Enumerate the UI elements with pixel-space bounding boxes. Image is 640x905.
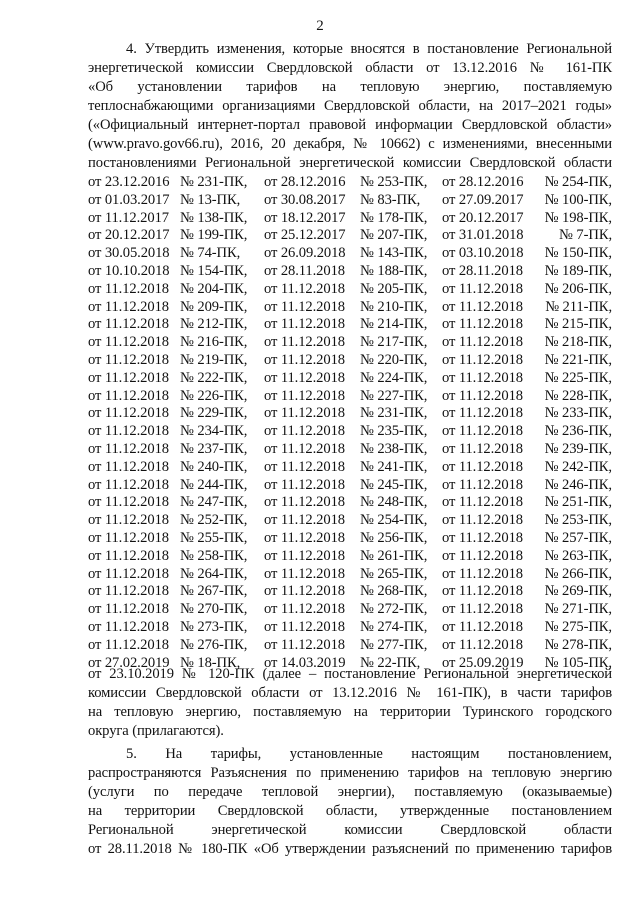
amendment-number: № 266-ПК, — [544, 565, 612, 582]
amendment-date: от 11.12.2018 — [442, 441, 523, 457]
amendment-number: № 210-ПК, — [360, 298, 428, 315]
amendment-date: от 11.12.2018 — [264, 458, 345, 475]
amendment-date: от 01.03.2017 — [88, 191, 170, 208]
amendment-date: от 11.12.2018 — [264, 494, 345, 511]
amendment-number: № 228-ПК, — [544, 387, 612, 404]
amendment-date: от 25.12.2017 — [264, 227, 346, 244]
amendment-date: от 11.12.2018 — [442, 405, 523, 422]
amendment-date: от 11.12.2018 — [442, 601, 523, 618]
amendment-number: № 229-ПК, — [180, 405, 248, 422]
amendment-number: № 263-ПК, — [544, 547, 612, 564]
amendment-date: от 11.12.2018 — [442, 476, 523, 493]
amendment-row — [88, 422, 612, 440]
amendment-date: от 11.12.2018 — [442, 565, 523, 582]
amendment-date: от 11.12.2018 — [88, 405, 169, 422]
amendment-row — [88, 636, 612, 654]
amendment-number: № 207-ПК, — [360, 227, 428, 244]
amendment-number: № 214-ПК, — [360, 316, 428, 333]
amendment-number: № 211-ПК, — [545, 298, 612, 315]
amendment-number: № 227-ПК, — [360, 387, 428, 404]
text-line: от 28.11.2018 № 180-ПК «Об утверждении разъяснений по применению тарифов — [88, 841, 612, 857]
amendment-number: № 221-ПК, — [544, 352, 612, 368]
amendment-number: № 268-ПК, — [360, 583, 428, 600]
amendment-date: от 11.12.2018 — [88, 530, 169, 546]
amendment-date: от 11.12.2018 — [88, 494, 169, 511]
amendment-date: от 11.12.2018 — [88, 547, 169, 564]
amendment-number: № 237-ПК, — [180, 441, 248, 457]
amendment-number: № 254-ПК, — [360, 512, 428, 529]
amendment-date: от 11.12.2018 — [442, 334, 523, 351]
amendment-number: № 83-ПК, — [360, 191, 421, 208]
amendment-number: № 219-ПК, — [180, 352, 248, 368]
amendment-number: № 138-ПК, — [180, 209, 248, 226]
text-line: (www.pravo.gov66.ru), 2016, 20 декабря, № 10662) с изменениями, внесенными — [88, 136, 612, 152]
amendment-date: от 11.12.2018 — [264, 583, 345, 600]
amendment-date: от 11.12.2018 — [88, 565, 169, 582]
text-line: 5. На тарифы, установленные настоящим постановлением, — [126, 746, 612, 762]
amendment-row — [88, 226, 612, 244]
amendment-number: № 22-ПК, — [360, 654, 421, 671]
amendment-row — [88, 511, 612, 529]
amendment-date: от 11.12.2018 — [442, 352, 523, 368]
amendment-date: от 11.12.2018 — [88, 441, 169, 457]
amendment-row — [88, 173, 612, 191]
text-line: округа (прилагаются). — [88, 723, 224, 739]
amendment-date: от 28.11.2018 — [264, 263, 345, 279]
amendment-row — [88, 493, 612, 511]
amendment-date: от 11.12.2018 — [88, 636, 169, 653]
amendment-row — [88, 262, 612, 280]
page-number: 2 — [316, 18, 324, 34]
amendment-number: № 205-ПК, — [360, 280, 428, 297]
amendment-number: № 218-ПК, — [544, 334, 612, 351]
amendment-date: от 11.12.2018 — [264, 334, 345, 351]
amendment-number: № 257-ПК, — [544, 530, 612, 546]
amendment-date: от 14.03.2019 — [264, 654, 346, 671]
amendment-number: № 253-ПК, — [360, 174, 428, 190]
amendment-date: от 11.12.2018 — [264, 423, 345, 440]
amendment-number: № 275-ПК, — [544, 619, 612, 635]
amendment-date: от 10.10.2018 — [88, 263, 170, 279]
amendment-date: от 11.12.2018 — [442, 298, 523, 315]
amendment-number: № 267-ПК, — [180, 583, 248, 600]
amendment-date: от 11.12.2018 — [264, 352, 345, 368]
amendment-row — [88, 351, 612, 369]
amendment-date: от 11.12.2018 — [442, 280, 523, 297]
amendment-date: от 23.12.2016 — [88, 174, 170, 190]
amendment-date: от 11.12.2018 — [88, 512, 169, 529]
amendment-date: от 30.08.2017 — [264, 191, 346, 208]
amendment-number: № 265-ПК, — [360, 565, 428, 582]
amendment-row — [88, 315, 612, 333]
amendment-date: от 11.12.2018 — [264, 565, 345, 582]
amendment-number: № 143-ПК, — [360, 245, 428, 262]
amendment-date: от 28.11.2018 — [442, 263, 523, 279]
amendment-number: № 215-ПК, — [544, 316, 612, 333]
amendment-number: № 234-ПК, — [180, 423, 248, 440]
amendment-date: от 03.10.2018 — [442, 245, 524, 262]
amendment-number: № 178-ПК, — [360, 209, 428, 226]
amendment-number: № 235-ПК, — [360, 423, 428, 440]
amendment-date: от 11.12.2018 — [442, 619, 523, 635]
amendment-number: № 244-ПК, — [180, 476, 248, 493]
amendment-date: от 11.12.2018 — [264, 636, 345, 653]
amendment-number: № 209-ПК, — [180, 298, 248, 315]
amendment-row — [88, 404, 612, 422]
amendment-date: от 11.12.2018 — [442, 316, 523, 333]
amendment-date: от 18.12.2017 — [264, 209, 346, 226]
amendment-number: № 255-ПК, — [180, 530, 248, 546]
amendment-row — [88, 209, 612, 227]
text-line: энергетической комиссии Свердловской области от 13.12.2016 № 161-ПК — [88, 60, 612, 76]
amendment-date: от 11.12.2018 — [442, 458, 523, 475]
amendment-number: № 245-ПК, — [360, 476, 428, 493]
amendment-row — [88, 458, 612, 476]
amendment-number: № 246-ПК, — [544, 476, 612, 493]
amendment-date: от 11.12.2018 — [264, 405, 345, 422]
amendment-number: № 150-ПК, — [544, 245, 612, 262]
amendment-number: № 256-ПК, — [360, 530, 428, 546]
amendment-number: № 278-ПК, — [544, 636, 612, 653]
amendment-date: от 11.12.2018 — [264, 601, 345, 618]
amendment-date: от 11.12.2018 — [88, 298, 169, 315]
amendment-date: от 11.12.2018 — [442, 583, 523, 600]
amendment-number: № 254-ПК, — [544, 174, 612, 190]
amendment-number: № 222-ПК, — [180, 369, 248, 386]
amendment-date: от 11.12.2018 — [88, 619, 169, 635]
amendment-date: от 11.12.2018 — [264, 387, 345, 404]
amendment-row — [88, 529, 612, 547]
amendment-row — [88, 565, 612, 583]
amendment-row — [88, 547, 612, 565]
amendment-number: № 242-ПК, — [544, 458, 612, 475]
amendment-date: от 11.12.2018 — [264, 547, 345, 564]
amendment-date: от 11.12.2018 — [442, 369, 523, 386]
text-line: постановлениями Региональной энергетической комиссии Свердловской области — [88, 155, 612, 171]
amendment-date: от 11.12.2018 — [264, 530, 345, 546]
amendment-date: от 27.02.2019 — [88, 654, 170, 671]
amendment-number: № 271-ПК, — [544, 601, 612, 618]
amendment-number: № 272-ПК, — [360, 601, 428, 618]
amendment-number: № 264-ПК, — [180, 565, 248, 582]
text-line: «Об установлении тарифов на тепловую энергию, поставляемую — [88, 79, 612, 95]
amendment-number: № 225-ПК, — [544, 369, 612, 386]
amendment-date: от 11.12.2018 — [88, 334, 169, 351]
amendment-date: от 11.12.2018 — [442, 512, 523, 529]
amendment-number: № 198-ПК, — [544, 209, 612, 226]
amendment-date: от 11.12.2018 — [442, 530, 523, 546]
amendment-number: № 206-ПК, — [544, 280, 612, 297]
amendment-row — [88, 369, 612, 387]
text-line: на территории Свердловской области, утвержденные постановлением — [88, 803, 612, 819]
amendment-number: № 199-ПК, — [180, 227, 248, 244]
amendment-date: от 11.12.2018 — [442, 636, 523, 653]
amendment-date: от 11.12.2018 — [88, 476, 169, 493]
text-line: комиссии Свердловской области от 13.12.2016 № 161-ПК), в части тарифов — [88, 685, 612, 701]
amendment-number: № 239-ПК, — [544, 441, 612, 457]
amendment-number: № 241-ПК, — [360, 458, 428, 475]
amendment-number: № 273-ПК, — [180, 619, 248, 635]
amendment-row — [88, 387, 612, 405]
amendment-number: № 258-ПК, — [180, 547, 248, 564]
text-line: Региональной энергетической комиссии Свердловской области — [88, 822, 612, 838]
amendment-date: от 20.12.2017 — [88, 227, 170, 244]
amendment-date: от 11.12.2018 — [442, 547, 523, 564]
amendment-number: № 204-ПК, — [180, 280, 248, 297]
amendment-number: № 100-ПК, — [544, 191, 612, 208]
amendment-number: № 216-ПК, — [180, 334, 248, 351]
amendment-number: № 240-ПК, — [180, 458, 248, 475]
amendment-number: № 212-ПК, — [180, 316, 248, 333]
amendment-number: № 217-ПК, — [360, 334, 428, 351]
amendment-row — [88, 600, 612, 618]
amendment-number: № 274-ПК, — [360, 619, 428, 635]
amendment-date: от 11.12.2018 — [264, 280, 345, 297]
amendment-number: № 13-ПК, — [180, 191, 241, 208]
amendment-date: от 11.12.2018 — [88, 601, 169, 618]
amendment-number: № 220-ПК, — [360, 352, 428, 368]
amendment-date: от 25.09.2019 — [442, 654, 524, 671]
amendment-date: от 11.12.2018 — [88, 352, 169, 368]
amendment-number: № 248-ПК, — [360, 494, 428, 511]
amendment-number: № 224-ПК, — [360, 369, 428, 386]
amendment-number: № 252-ПК, — [180, 512, 248, 529]
amendment-number: № 231-ПК, — [360, 405, 428, 422]
amendment-date: от 11.12.2018 — [442, 494, 523, 511]
amendment-date: от 11.12.2018 — [88, 583, 169, 600]
amendment-date: от 11.12.2018 — [88, 423, 169, 440]
amendment-row — [88, 582, 612, 600]
text-line: (услуги по передаче тепловой энергии), поставляемую (оказываемые) — [88, 784, 612, 800]
amendment-date: от 11.12.2018 — [264, 512, 345, 529]
amendment-date: от 28.12.2016 — [442, 174, 524, 190]
amendment-row — [88, 244, 612, 262]
amendment-date: от 27.09.2017 — [442, 191, 524, 208]
amendment-number: № 233-ПК, — [544, 405, 612, 422]
amendment-number: № 236-ПК, — [544, 423, 612, 440]
amendment-row — [88, 191, 612, 209]
amendment-number: № 261-ПК, — [360, 547, 428, 564]
amendment-number: № 105-ПК, — [544, 654, 612, 671]
amendment-row — [88, 476, 612, 494]
amendment-date: от 11.12.2018 — [264, 441, 345, 457]
text-line: 4. Утвердить изменения, которые вносятся в постановление Региональной — [126, 41, 612, 57]
amendment-date: от 11.12.2018 — [88, 280, 169, 297]
text-line: от 23.10.2019 № 120-ПК (далее – постановление Региональной энергетической — [88, 666, 612, 682]
amendment-date: от 11.12.2018 — [264, 298, 345, 315]
text-line: теплоснабжающими организациями Свердловской области, на 2017–2021 годы» — [88, 98, 612, 114]
amendment-date: от 11.12.2018 — [88, 316, 169, 333]
amendment-date: от 20.12.2017 — [442, 209, 524, 226]
amendment-row — [88, 440, 612, 458]
text-line: («Официальный интернет-портал правовой информации Свердловской области» — [88, 117, 612, 133]
amendment-number: № 7-ПК, — [559, 227, 612, 244]
text-line: распространяются Разъяснения по применению тарифов на тепловую энергию — [88, 765, 612, 781]
amendment-number: № 269-ПК, — [544, 583, 612, 600]
amendment-date: от 11.12.2018 — [264, 369, 345, 386]
amendment-row — [88, 298, 612, 316]
amendment-number: № 277-ПК, — [360, 636, 428, 653]
amendment-row — [88, 333, 612, 351]
amendment-date: от 11.12.2018 — [264, 619, 345, 635]
amendment-date: от 11.12.2018 — [88, 458, 169, 475]
amendment-number: № 226-ПК, — [180, 387, 248, 404]
amendment-date: от 11.12.2018 — [88, 369, 169, 386]
amendment-date: от 11.12.2017 — [88, 209, 169, 226]
amendment-date: от 11.12.2018 — [442, 423, 523, 440]
amendment-number: № 238-ПК, — [360, 441, 428, 457]
amendment-number: № 18-ПК, — [180, 654, 241, 671]
amendment-number: № 231-ПК, — [180, 174, 248, 190]
amendment-date: от 31.01.2018 — [442, 227, 524, 244]
amendment-date: от 11.12.2018 — [264, 316, 345, 333]
amendment-date: от 11.12.2018 — [88, 387, 169, 404]
amendment-row — [88, 618, 612, 636]
amendment-date: от 30.05.2018 — [88, 245, 170, 262]
text-line: на тепловую энергию, поставляемую на территории Туринского городского — [88, 704, 612, 720]
amendment-number: № 253-ПК, — [544, 512, 612, 529]
amendment-number: № 188-ПК, — [360, 263, 428, 279]
amendment-date: от 11.12.2018 — [264, 476, 345, 493]
amendment-date: от 26.09.2018 — [264, 245, 346, 262]
amendment-number: № 251-ПК, — [544, 494, 612, 511]
amendment-date: от 11.12.2018 — [442, 387, 523, 404]
amendment-number: № 247-ПК, — [180, 494, 248, 511]
amendment-number: № 276-ПК, — [180, 636, 248, 653]
amendment-date: от 28.12.2016 — [264, 174, 346, 190]
amendment-number: № 189-ПК, — [544, 263, 612, 279]
amendment-number: № 270-ПК, — [180, 601, 248, 618]
amendment-row — [88, 280, 612, 298]
amendment-number: № 74-ПК, — [180, 245, 241, 262]
amendment-number: № 154-ПК, — [180, 263, 248, 279]
